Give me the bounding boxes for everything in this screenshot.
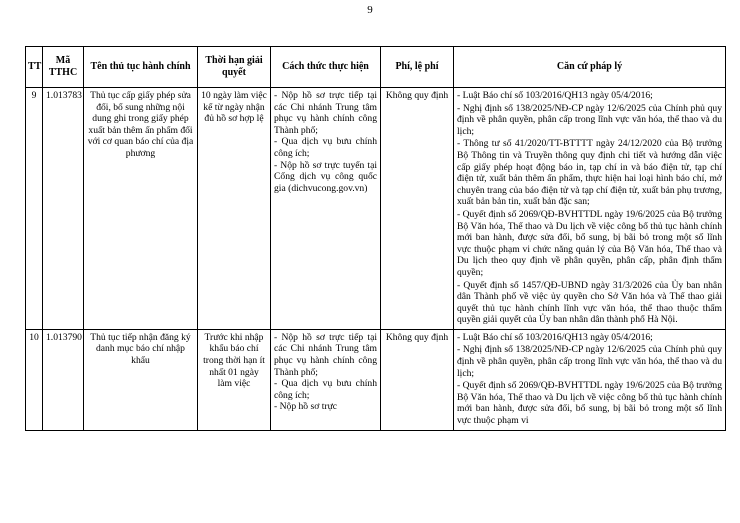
method-item: - Qua dịch vụ bưu chính công ích; [274, 378, 377, 401]
basis-item: - Nghị định số 138/2025/NĐ-CP ngày 12/6/2025 của Chính phủ quy định về phân quyền, phân cấp trong lĩnh vực văn hóa, thể thao và du lịch; [457, 344, 722, 379]
method-item: - Nộp hồ sơ trực [274, 401, 338, 413]
basis-item: - Thông tư số 41/2020/TT-BTTTT ngày 24/12/2020 của Bộ trưởng Bộ Thông tin và Truyền thông quy định chi tiết và hướng dẫn việc cấp giấy phép hoạt động báo in, tạp chí in và báo điện tử, tạp chí điện tử, xuất bản thêm ấn phẩm, thực hiện hai loại hình báo chí, mở chuyên trang của báo điện tử và tạp chí điện tử, xuất bản phụ trương, xuất bản bản tin, xuất bản đặc san; [457, 138, 722, 208]
header-tt: TT [26, 47, 43, 88]
header-code: Mã TTHC [43, 47, 84, 88]
basis-item: - Quyết định số 2069/QĐ-BVHTTDL ngày 19/6/2025 của Bộ trưởng Bộ Văn hóa, Thể thao và Du lịch về việc công bố thủ tục hành chính mới ban hành, được sửa đổi, bổ sung, bị bãi bỏ trong một số lĩnh vực thuộc phạm vi [457, 380, 722, 427]
table-row [26, 329, 726, 430]
table-header-row [26, 47, 726, 88]
header-name: Tên thủ tục hành chính [84, 47, 198, 88]
header-basis: Căn cứ pháp lý [454, 47, 726, 88]
row-name: Thủ tục cấp giấy phép sửa đổi, bổ sung những nội dung ghi trong giấy phép xuất bản thêm ấn phẩm đối với cơ quan báo chí của địa phương [84, 88, 198, 330]
row-code: 1.013790 [43, 329, 84, 430]
basis-item: - Nghị định số 138/2025/NĐ-CP ngày 12/6/2025 của Chính phủ quy định về phân quyền, phân cấp trong lĩnh vực văn hóa, thể thao và du lịch; [457, 102, 722, 137]
row-code: 1.013783 [43, 88, 84, 330]
row-methods [271, 88, 381, 330]
row-name: Thủ tục tiếp nhận đăng ký danh mục báo chí nhập khẩu [84, 329, 198, 430]
method-item: - Qua dịch vụ bưu chính công ích; [274, 136, 377, 159]
row-tt: 10 [26, 329, 43, 430]
procedures-table [25, 46, 726, 431]
row-time: Trước khi nhập khẩu báo chí trong thời hạn ít nhất 01 ngày làm việc [198, 329, 271, 430]
row-time: 10 ngày làm việc kể từ ngày nhận đủ hồ sơ hợp lệ [198, 88, 271, 330]
method-item: - Nộp hồ sơ trực tiếp tại các Chi nhánh Trung tâm phục vụ hành chính công Thành phố; [274, 90, 377, 136]
row-methods [271, 329, 381, 430]
row-basis [454, 88, 726, 330]
row-fee: Không quy định [381, 329, 454, 430]
header-fee: Phí, lệ phí [381, 47, 454, 88]
header-method: Cách thức thực hiện [271, 47, 381, 88]
table-row [26, 88, 726, 330]
page-number: 9 [367, 4, 373, 16]
row-fee: Không quy định [381, 88, 454, 330]
row-tt: 9 [26, 88, 43, 330]
header-time: Thời hạn giải quyết [198, 47, 271, 88]
basis-item: - Luật Báo chí số 103/2016/QH13 ngày 05/4/2016; [457, 90, 653, 101]
basis-item: - Quyết định số 2069/QĐ-BVHTTDL ngày 19/6/2025 của Bộ trưởng Bộ Văn hóa, Thể thao và Du lịch về việc công bố thủ tục hành chính mới ban hành, được sửa đổi, bổ sung, bị bãi bỏ trong một số lĩnh vực thuộc phạm vi chức năng quản lý của Bộ Văn hóa, Thể thao và Du lịch theo quy định về phân quyền, phân cấp, phân định thẩm quyền; [457, 208, 722, 278]
method-item: - Nộp hồ sơ trực tuyến tại Cổng dịch vụ công quốc gia (dichvucong.gov.vn) [274, 159, 377, 194]
basis-item: - Quyết định số 1457/QĐ-UBND ngày 31/3/2026 của Ủy ban nhân dân Thành phố về việc ủy quyền cho Sở Văn hóa và Thể thao giải quyết thủ tục hành chính lĩnh vực văn hóa, thể thao thuộc thẩm quyền giải quyết của Ủy ban nhân dân thành phố Hà Nội. [457, 279, 722, 326]
row-basis [454, 329, 726, 430]
method-item: - Nộp hồ sơ trực tiếp tại các Chi nhánh Trung tâm phục vụ hành chính công Thành phố; [274, 331, 377, 378]
basis-item: - Luật Báo chí số 103/2016/QH13 ngày 05/4/2016; [457, 331, 653, 343]
